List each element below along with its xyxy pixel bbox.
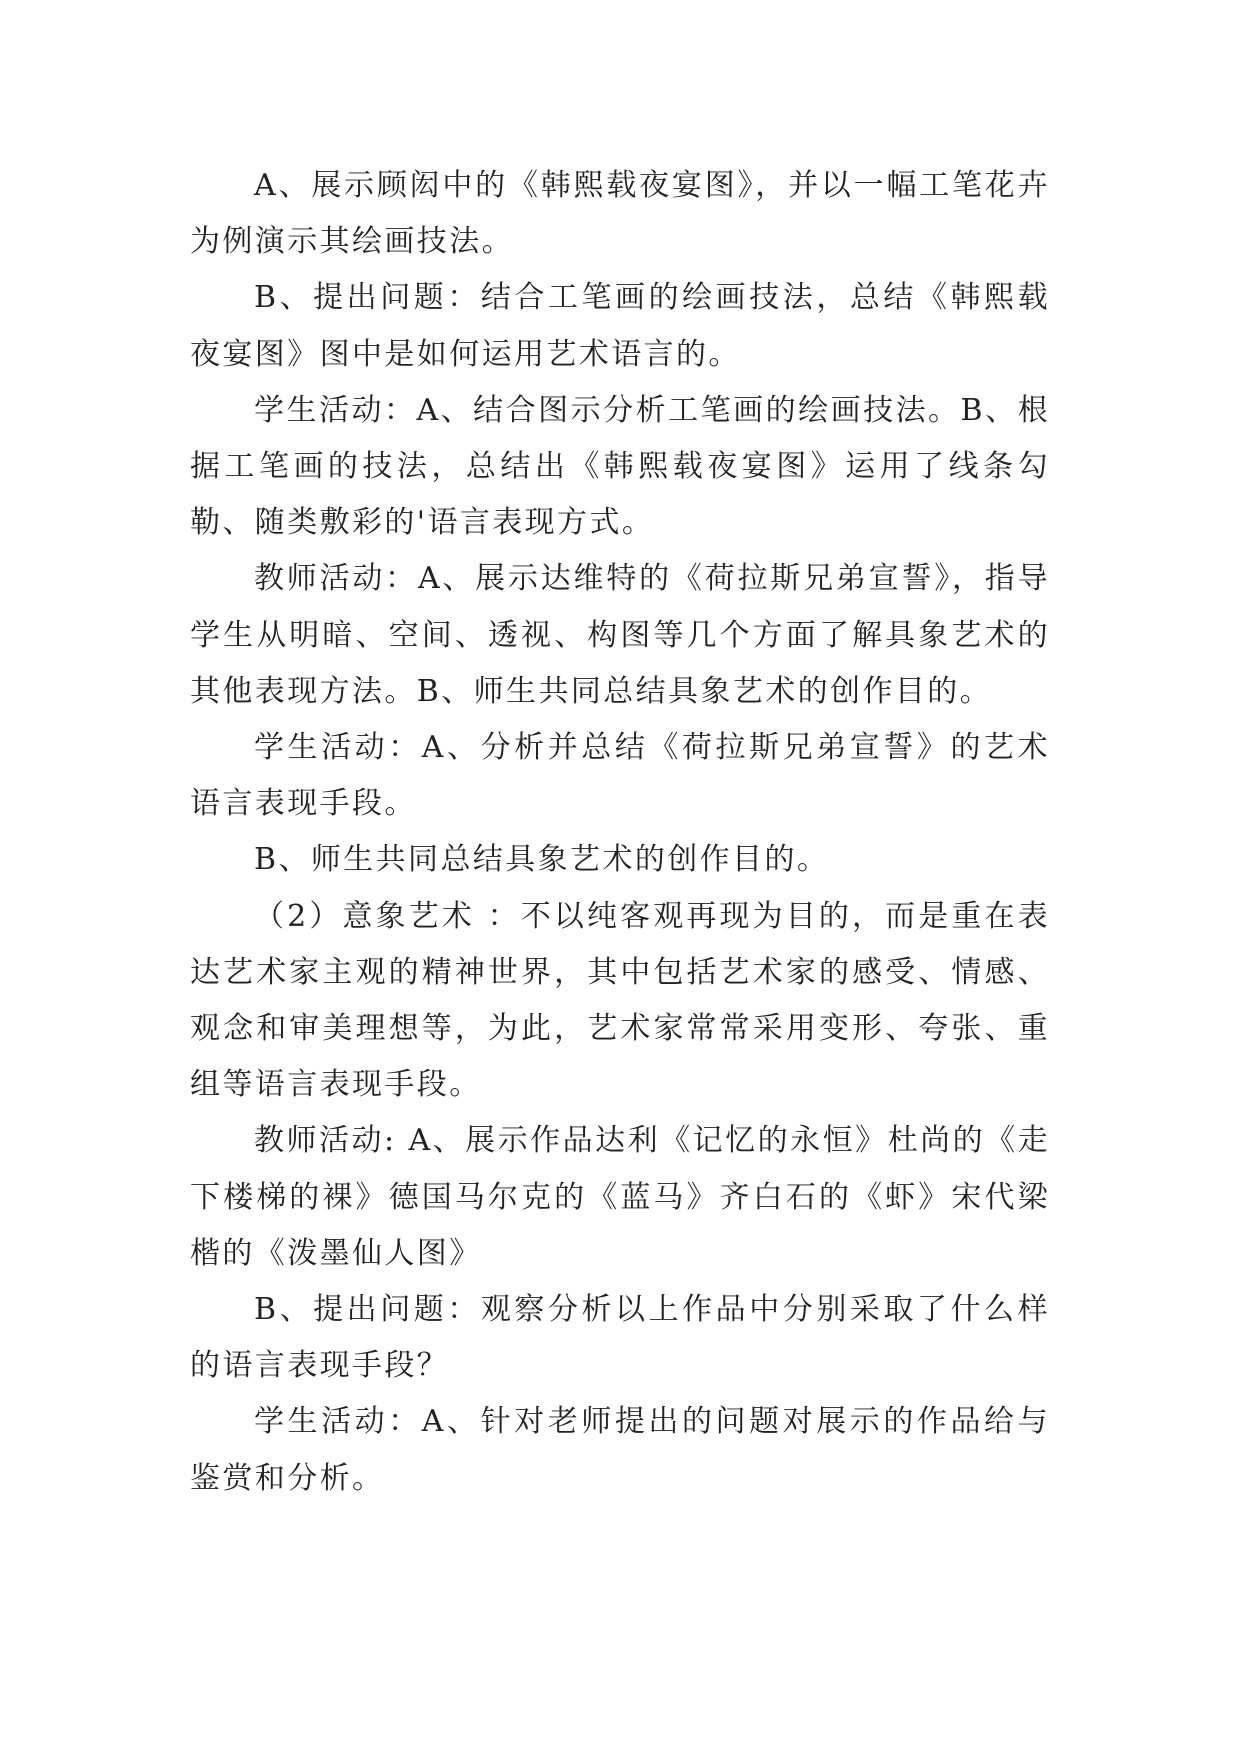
- paragraph-teacher-activity-1: 教师活动：A、展示达维特的《荷拉斯兄弟宣誓》，指导学生从明暗、空间、透视、构图等几个方面了解具象艺术的其他表现方法。B、师生共同总结具象艺术的创作目的。: [190, 561, 1050, 709]
- paragraph-ask-question-2: B、提出问题：观察分析以上作品中分别采取了什么样的语言表现手段？: [190, 1292, 1050, 1384]
- paragraph-student-activity-2: 学生活动：A、分析并总结《荷拉斯兄弟宣誓》的艺术语言表现手段。: [190, 730, 1050, 822]
- paragraph-show-painting: A、展示顾闳中的《韩熙载夜宴图》，并以一幅工笔花卉为例演示其绘画技法。: [190, 168, 1050, 260]
- paragraph-student-activity-1: 学生活动：A、结合图示分析工笔画的绘画技法。B、根据工笔画的技法，总结出《韩熙载夜宴图》运用了线条勾勒、随类敷彩的'语言表现方式。: [190, 392, 1050, 541]
- paragraph-student-activity-3: 学生活动：A、针对老师提出的问题对展示的作品给与鉴赏和分析。: [190, 1404, 1050, 1496]
- paragraph-ask-question: B、提出问题：结合工笔画的绘画技法，总结《韩熙载夜宴图》图中是如何运用艺术语言的。: [190, 280, 1050, 372]
- paragraph-imagery-art: （2）意象艺术 ：不以纯客观再现为目的，而是重在表达艺术家主观的精神世界，其中包括艺术家的感受、情感、观念和审美理想等，为此，艺术家常常采用变形、夸张、重组等语言表现手段。: [190, 898, 1050, 1103]
- paragraph-teacher-activity-2: 教师活动: A、展示作品达利《记忆的永恒》杜尚的《走下楼梯的裸》德国马尔克的《蓝马》齐白石的《虾》宋代梁楷的《泼墨仙人图》: [190, 1123, 1050, 1271]
- paragraph-summary-purpose: B、师生共同总结具象艺术的创作目的。: [254, 842, 830, 878]
- document-page: [190, 158, 1050, 1507]
